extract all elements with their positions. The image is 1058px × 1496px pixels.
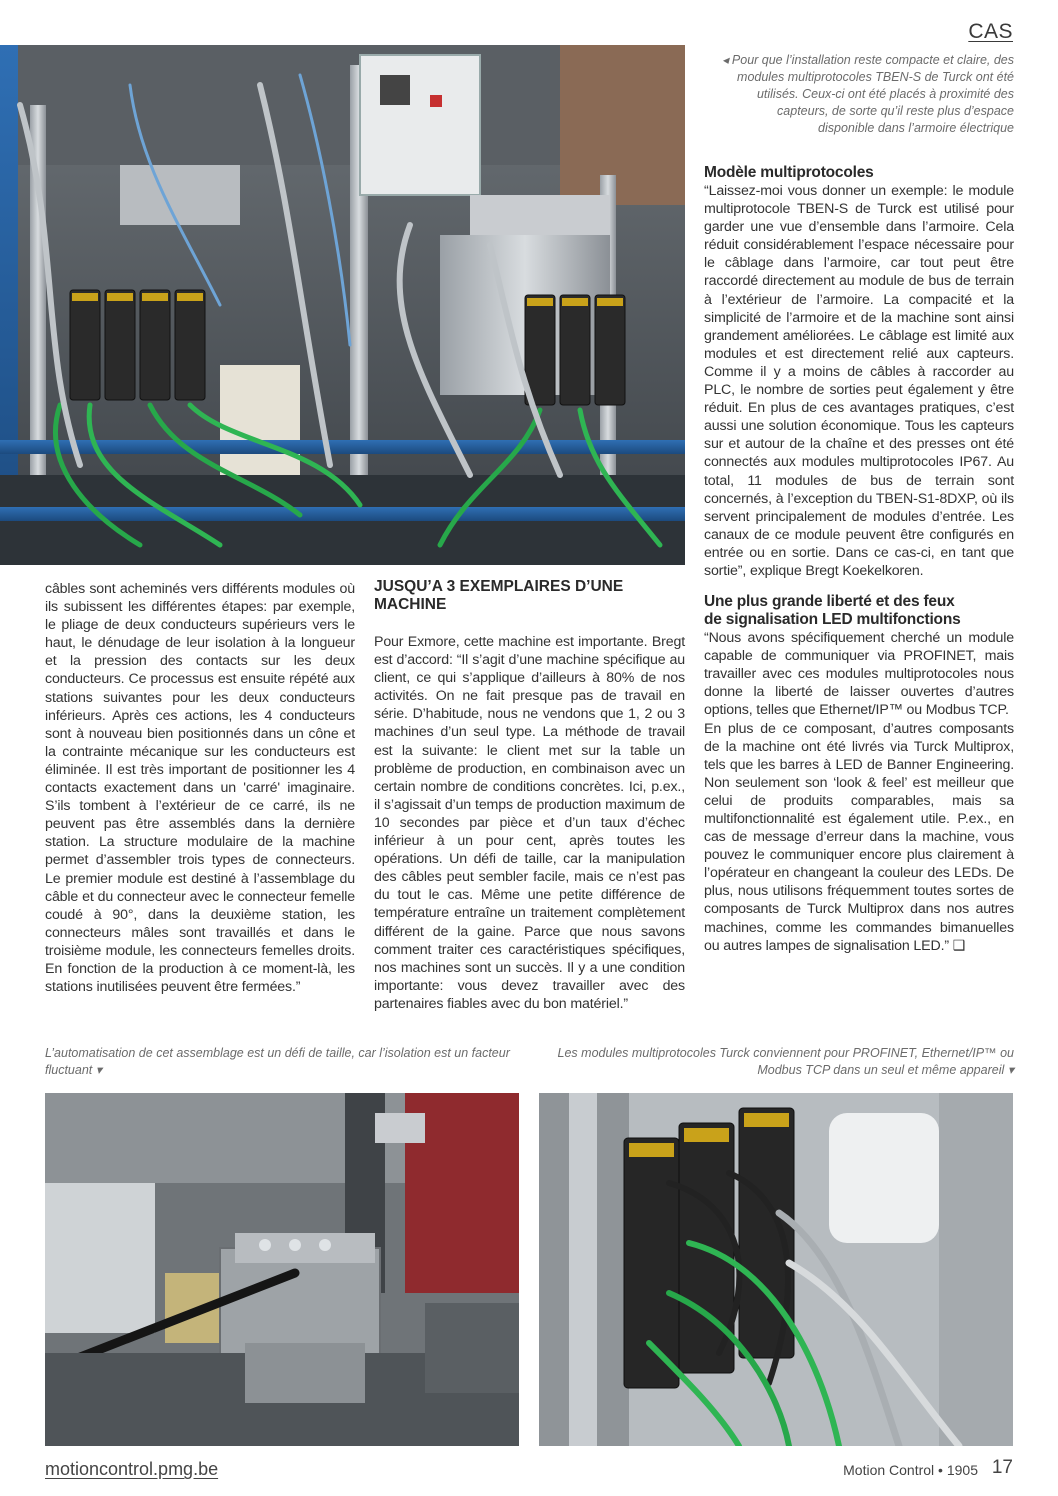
main-photo-machine-modules	[0, 45, 685, 565]
photo-caption-bottom-right: Les modules multiprotocoles Turck conviennent pour PROFINET, Ethernet/IP™ ou Modbus TCP dans un seul et même appareil ▾	[557, 1046, 1014, 1077]
footer-magazine-issue: Motion Control • 1905	[843, 1462, 978, 1478]
column-3-text-2b: En plus de ce composant, d’autres composants de la machine ont été livrés via Turck Multiprox, tels que les barres à LED de Banner Engineering. Non seulement son ‘look & feel’ est meilleur que celui de produits comparables, mais sa multifonctionnalité est également utile. P.ex., en cas de message d’erreur dans la machine, vous pouvez le communiquer encore plus clairement à l’opérateur en changeant la couleur des LEDs. De plus, nous utilisons fréquemment toutes sortes de composants de Turck Multiprox dans nos autres machines, comme les commandes bimanuelles ou autres lampes de signalisation LED.” ❑	[704, 720, 1014, 954]
column-3-text-2a: “Nous avons spécifiquement cherché un module capable de communiquer via PROFINET, mais travailler avec ces modules multiprotocoles nous donne la liberté de laisser ouvertes d’autres options, telles que Ethernet/IP™ ou Modbus TCP.	[704, 630, 1014, 719]
column-1-text: câbles sont acheminés vers différents modules où ils subissent les différentes étapes: par exemple, le pliage de deux conducteurs supérieurs vers le haut, le dénudage de leur isolation à la longueur et la pression des contacts sur les deux conducteurs. Ce processus est ensuite répété aux stations suivantes pour les deux conducteurs inférieurs. Après ces actions, les 4 conducteurs sont à nouveau bien positionnés dans un cône et la contrainte mécanique sur les conducteurs est éliminée. Il est très important de positionner les 4 contacts exactement dans un 'carré' imaginaire. S’ils tombent à l’extérieur de ce carré, ils ne peuvent pas être assemblés dans la dernière station. La structure modulaire de la machine permet d’assembler trois types de connecteurs. Le premier module est destiné à l’assemblage du câble et du connecteur avec le connecteur femelle coudé à 90°, dans la deuxième station, les connecteurs mâles sont travaillés et dans le troisième module, les connecteurs femelles droits. En fonction de la production à ce moment-là, les stations inutilisées peuvent être fermées.”	[45, 581, 355, 996]
column-3-text-1: “Laissez-moi vous donner un exemple: le module multiprotocole TBEN-S de Turck est utilisé pour garder une vue d’ensemble dans l’armoire. Cela réduit considérablement l’espace nécessaire pour le câblage dans l’armoire, car tout peut être raccordé directement au module de bus de terrain à l’extérieur de l’armoire. La compacité et la simplicité de l’armoire et de la machine sont ainsi grandement améliorées. Le câblage est limité aux modules et est directement relié aux capteurs. Comme il y a moins de câbles à raccorder au PLC, le nombre de sorties peut également y être réduit. En plus de ces avantages pratiques, c’est aussi une solution économique. Tous les capteurs sur et autour de la chaîne et des presses ont été connectés aux modules multiprotocoles IP67. Au total, 11 modules de bus de terrain sont concernés, à l’exception du TBEN-S1-8DXP, où ils servent principalement de modules d’entrée. Les canaux de ce module peuvent être configurés en entrée ou en sortie. Dans ce cas-ci, en tant que sortie”, explique Bregt Koekelkoren.	[704, 183, 1014, 579]
photo-caption-top: ◂ Pour que l’installation reste compacte et claire, des modules multiprotocoles TBEN-S de Turck ont été utilisés. Ceux-ci ont été placés à proximité des capteurs, de sorte qu’il reste plus d’espace disponible dans l’armoire électrique	[722, 53, 1014, 135]
footer-page-number: 17	[991, 1457, 1013, 1478]
section-heading-freedom-line-2: de signalisation LED multifonctions	[704, 611, 961, 629]
article-column-2	[374, 578, 685, 1013]
column-2-text: Pour Exmore, cette machine est importante. Bregt est d’accord: “Il s’agit d’une machine spécifique au client, ce qui s’applique d’ailleurs à 80% de nos activités. On ne fait presque pas de travail en série. D’habitude, nous ne vendons que 1, 2 ou 3 machines d’un seul type. La méthode de travail est la suivante: le client met sur la table un problème de production, en combinaison avec un certain nombre de conditions concrètes. Ici, p.ex., il s’agissait d’un temps de production maximum de 10 secondes par pièce et d’un taux d’échec inférieur à un pour cent, après toutes les opérations. Un défi de taille, car la manipulation des câbles peut sembler facile, mais ce n’est pas du tout le cas. Même une petite différence de température entraîne un traitement complètement différent de la gaine. Parce que nous savons comment traiter ces caractéristiques spécifiques, nos machines sont un succès. Il y a une condition importante: vous devez travailler avec des partenaires fiables avec du bon matériel.”	[374, 634, 685, 1012]
article-column-1	[45, 580, 355, 996]
section-tag: CAS	[968, 20, 1013, 43]
section-heading-freedom-line-1: Une plus grande liberté et des feux	[704, 593, 955, 611]
article-column-3	[704, 164, 1014, 955]
section-heading-machine: JUSQU’A 3 EXEMPLAIRES D’UNE MACHINE	[374, 578, 624, 613]
photo-caption-bottom-left: L’automatisation de cet assemblage est un défi de taille, car l’isolation est un facteur fluctuant ▾	[45, 1046, 510, 1077]
photo-turck-modules	[539, 1093, 1013, 1446]
section-heading-multiprotocol: Modèle multiprotocoles	[704, 164, 874, 181]
photo-assembly-tooling	[45, 1093, 519, 1446]
footer-url-link[interactable]: motioncontrol.pmg.be	[45, 1459, 219, 1479]
